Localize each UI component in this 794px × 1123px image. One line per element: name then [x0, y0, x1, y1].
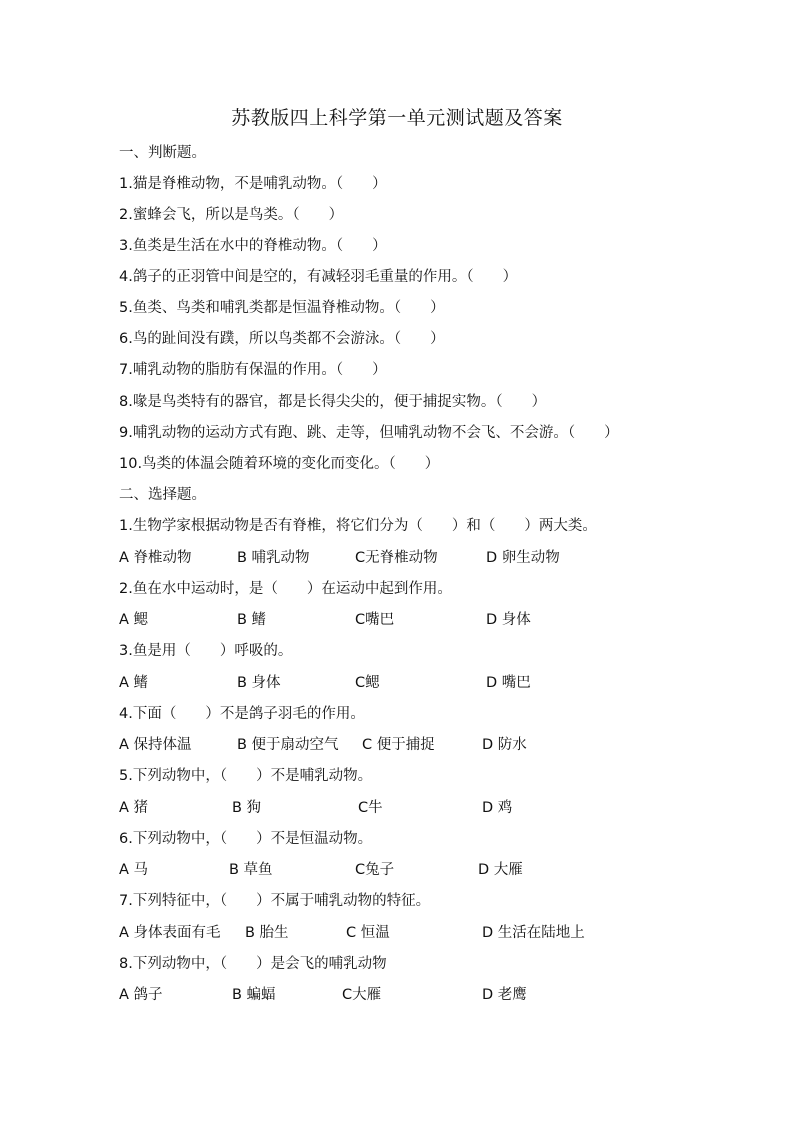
- mc-question-2: 2.鱼在水中运动时，是（ ）在运动中起到作用。: [119, 581, 452, 597]
- mc-question-3: 3.鱼是用（ ）呼吸的。: [119, 643, 293, 659]
- mc-5-option-b: B 狗: [232, 800, 262, 816]
- mc-6-option-d: D 大雁: [478, 862, 523, 878]
- mc-6-option-a: A 马: [119, 862, 149, 878]
- mc-5-option-c: C牛: [358, 800, 383, 816]
- mc-question-5: 5.下列动物中，（ ）不是哺乳动物。: [119, 768, 373, 784]
- mc-2-option-a: A 鳃: [119, 612, 149, 628]
- mc-8-option-c: C大雁: [342, 987, 382, 1003]
- mc-1-option-b: B 哺乳动物: [237, 550, 310, 566]
- mc-3-option-b: B 身体: [237, 675, 281, 691]
- mc-7-option-d: D 生活在陆地上: [482, 925, 585, 941]
- mc-2-option-b: B 鳍: [237, 612, 267, 628]
- mc-7-option-c: C 恒温: [346, 925, 390, 941]
- mc-8-option-d: D 老鹰: [482, 987, 527, 1003]
- mc-5-option-a: A 猪: [119, 800, 149, 816]
- tf-question-5: 5.鱼类、鸟类和哺乳类都是恒温脊椎动物。（ ）: [119, 300, 445, 316]
- mc-8-option-b: B 蝙蝠: [232, 987, 276, 1003]
- mc-2-option-c: C嘴巴: [355, 612, 395, 628]
- section-heading-multiple-choice: 二、选择题。: [119, 487, 206, 503]
- mc-question-6: 6.下列动物中，（ ）不是恒温动物。: [119, 831, 373, 847]
- mc-5-option-d: D 鸡: [482, 800, 513, 816]
- mc-3-option-c: C鳃: [355, 675, 380, 691]
- tf-question-8: 8.喙是鸟类特有的器官，都是长得尖尖的，便于捕捉实物。（ ）: [119, 394, 547, 410]
- mc-3-option-d: D 嘴巴: [486, 675, 531, 691]
- mc-4-option-c: C 便于捕捉: [362, 737, 435, 753]
- tf-question-3: 3.鱼类是生活在水中的脊椎动物。（ ）: [119, 238, 387, 254]
- mc-question-8: 8.下列动物中，（ ）是会飞的哺乳动物: [119, 956, 387, 972]
- mc-question-4: 4.下面（ ）不是鸽子羽毛的作用。: [119, 706, 365, 722]
- mc-question-7: 7.下列特征中，（ ）不属于哺乳动物的特征。: [119, 893, 431, 909]
- tf-question-1: 1.猫是脊椎动物，不是哺乳动物。（ ）: [119, 176, 387, 192]
- section-heading-true-false: 一、判断题。: [119, 145, 206, 161]
- mc-7-option-b: B 胎生: [245, 925, 289, 941]
- mc-1-option-d: D 卵生动物: [486, 550, 560, 566]
- tf-question-7: 7.哺乳动物的脂肪有保温的作用。（ ）: [119, 362, 387, 378]
- mc-question-1: 1.生物学家根据动物是否有脊椎，将它们分为（ ）和（ ）两大类。: [119, 518, 597, 534]
- mc-6-option-c: C兔子: [355, 862, 395, 878]
- mc-4-option-d: D 防水: [482, 737, 527, 753]
- mc-2-option-d: D 身体: [486, 612, 531, 628]
- tf-question-9: 9.哺乳动物的运动方式有跑、跳、走等，但哺乳动物不会飞、不会游。（ ）: [119, 425, 619, 441]
- mc-3-option-a: A 鳍: [119, 675, 149, 691]
- document-title: 苏教版四上科学第一单元测试题及答案: [231, 107, 563, 129]
- mc-4-option-b: B 便于扇动空气: [237, 737, 339, 753]
- mc-4-option-a: A 保持体温: [119, 737, 192, 753]
- mc-6-option-b: B 草鱼: [229, 862, 273, 878]
- mc-1-option-c: C无脊椎动物: [355, 550, 438, 566]
- mc-7-option-a: A 身体表面有毛: [119, 925, 221, 941]
- tf-question-4: 4.鸽子的正羽管中间是空的，有减轻羽毛重量的作用。（ ）: [119, 269, 518, 285]
- tf-question-10: 10.鸟类的体温会随着环境的变化而变化。（ ）: [119, 456, 440, 472]
- tf-question-2: 2.蜜蜂会飞，所以是鸟类。（ ）: [119, 207, 344, 223]
- mc-1-option-a: A 脊椎动物: [119, 550, 192, 566]
- tf-question-6: 6.鸟的趾间没有蹼，所以鸟类都不会游泳。（ ）: [119, 331, 445, 347]
- mc-8-option-a: A 鸽子: [119, 987, 163, 1003]
